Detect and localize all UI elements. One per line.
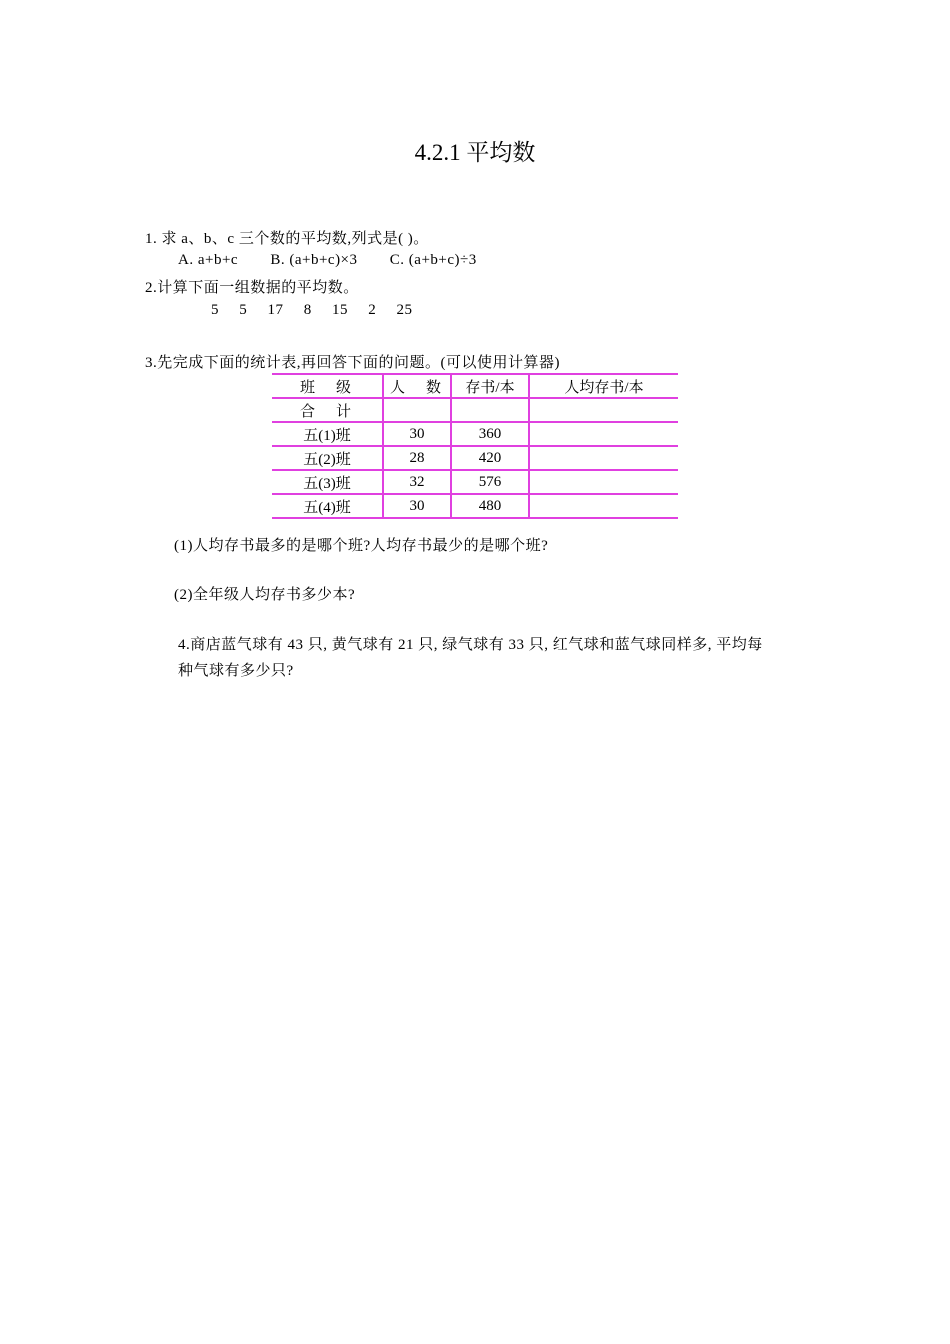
class-cell: 五(3)班: [272, 470, 383, 494]
q3-sub-question-2: (2)全年级人均存书多少本?: [174, 587, 356, 603]
q3-stem: 3.先完成下面的统计表,再回答下面的问题。(可以使用计算器): [145, 355, 560, 371]
table-row: [272, 470, 678, 494]
q2-numbers: [211, 302, 429, 319]
q2-number: 8: [303, 302, 312, 318]
table-header-row: [272, 374, 678, 398]
books-cell: 420: [451, 446, 529, 470]
people-cell: 28: [383, 446, 451, 470]
q4-line-2: 种气球有多少只?: [178, 663, 294, 679]
q2-number: 2: [368, 302, 377, 318]
books-cell: 480: [451, 494, 529, 518]
class-cell: 五(4)班: [272, 494, 383, 518]
q1-stem: 1. 求 a、b、c 三个数的平均数,列式是( )。: [145, 231, 429, 247]
q2-stem: 2.计算下面一组数据的平均数。: [145, 280, 359, 296]
books-cell: 576: [451, 470, 529, 494]
q4-line-1: 4.商店蓝气球有 43 只, 黄气球有 21 只, 绿气球有 33 只, 红气球和蓝气球同样多, 平均每: [178, 637, 763, 653]
people-cell: 30: [383, 422, 451, 446]
q2-number: 25: [396, 302, 413, 318]
people-cell: 30: [383, 494, 451, 518]
q1-option-a: A. a+b+c: [178, 252, 239, 268]
q1-option-c: C. (a+b+c)÷3: [389, 252, 477, 268]
header-avg-books: 人均存书/本: [529, 374, 678, 398]
q2-number: 5: [211, 302, 219, 318]
table-row-total: [272, 398, 678, 422]
table-row: [272, 494, 678, 518]
total-people-cell: [383, 398, 451, 422]
avg-cell: [529, 494, 678, 518]
total-label: 合 计: [272, 398, 383, 422]
books-cell: 360: [451, 422, 529, 446]
q2-number: 5: [239, 302, 248, 318]
header-people: 人 数: [383, 374, 451, 398]
q1-options: [178, 252, 505, 269]
avg-cell: [529, 422, 678, 446]
table-row: [272, 422, 678, 446]
class-cell: 五(1)班: [272, 422, 383, 446]
table-row: [272, 446, 678, 470]
header-class: 班 级: [272, 374, 383, 398]
q3-sub-question-1: (1)人均存书最多的是哪个班?人均存书最少的是哪个班?: [174, 538, 549, 554]
q2-number: 15: [332, 302, 348, 318]
people-cell: 32: [383, 470, 451, 494]
statistics-table: [272, 373, 678, 519]
header-books: 存书/本: [451, 374, 529, 398]
q1-option-b: B. (a+b+c)×3: [270, 252, 358, 268]
avg-cell: [529, 470, 678, 494]
class-cell: 五(2)班: [272, 446, 383, 470]
total-avg-cell: [529, 398, 678, 422]
q2-number: 17: [267, 302, 284, 318]
total-books-cell: [451, 398, 529, 422]
avg-cell: [529, 446, 678, 470]
page-title: 4.2.1 平均数: [414, 140, 536, 165]
